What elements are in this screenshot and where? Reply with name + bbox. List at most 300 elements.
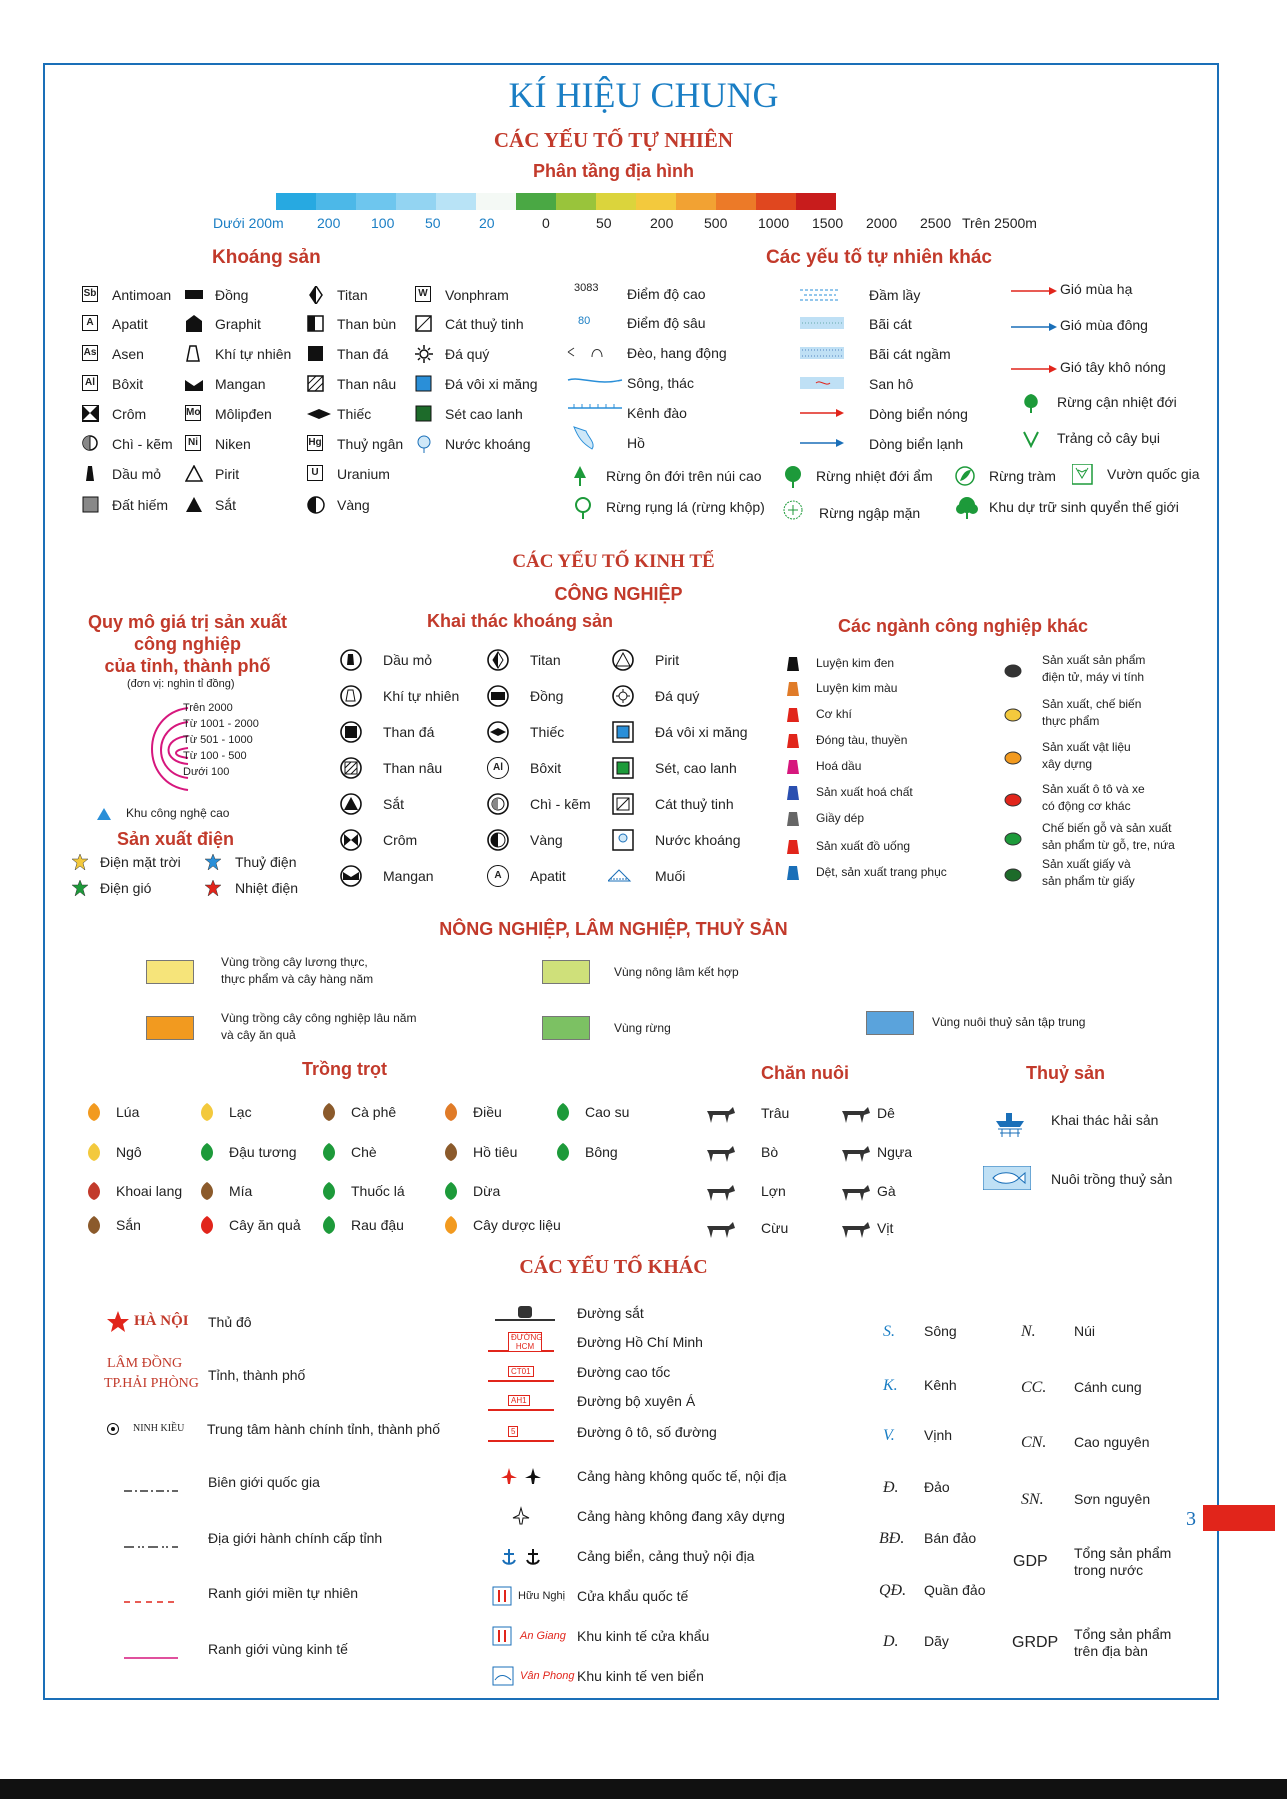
mining-icon bbox=[340, 649, 362, 676]
crops-heading: Trồng trọt bbox=[302, 1059, 387, 1079]
mining-label: Đồng bbox=[530, 688, 564, 704]
mineral-label: Môlipđen bbox=[215, 406, 272, 422]
crop-label: Điều bbox=[473, 1104, 502, 1120]
natural-label: Sông, thác bbox=[627, 375, 694, 391]
crop-icon bbox=[197, 1181, 217, 1206]
mining-label: Than nâu bbox=[383, 760, 443, 776]
canal-icon bbox=[566, 402, 626, 421]
natural-label: Dòng biển lạnh bbox=[869, 436, 964, 452]
mineral-icon bbox=[307, 496, 331, 519]
industry-icon bbox=[1003, 792, 1023, 813]
industry-label: Sản xuất đồ uống bbox=[816, 839, 911, 853]
natural-label: Điểm độ sâu bbox=[627, 315, 706, 331]
other-heading: CÁC YẾU TỐ KHÁC bbox=[519, 1256, 708, 1278]
mineral-label: Đồng bbox=[215, 287, 249, 303]
crop-icon bbox=[84, 1142, 104, 1167]
industry-heading: CÔNG NGHIỆP bbox=[554, 584, 683, 604]
power-icon bbox=[72, 880, 88, 901]
fishery-heading: Thuỷ sản bbox=[1026, 1063, 1106, 1083]
relief-band bbox=[516, 193, 556, 210]
mineral-icon bbox=[415, 375, 439, 398]
industry-label: sản phẩm từ giấy bbox=[1042, 874, 1135, 888]
border-label: Biên giới quốc gia bbox=[208, 1474, 320, 1490]
mineral-label: Khí tự nhiên bbox=[215, 346, 292, 362]
port-example-label: An Giang bbox=[520, 1630, 566, 1642]
fishery-label: Khai thác hải sản bbox=[1051, 1112, 1159, 1128]
industry-label: Sản xuất sản phẩm bbox=[1042, 653, 1146, 667]
scale-label: Dưới 100 bbox=[183, 766, 230, 778]
scale-unit: (đơn vị: nghìn tỉ đồng) bbox=[127, 678, 235, 690]
mineral-label: Antimoan bbox=[112, 287, 172, 303]
zone-swatch bbox=[866, 1011, 914, 1035]
crop-label: Rau đậu bbox=[351, 1217, 404, 1233]
mineral-icon bbox=[82, 405, 106, 428]
mining-label: Nước khoáng bbox=[655, 832, 741, 848]
power-label: Điện gió bbox=[100, 880, 152, 896]
page-tab bbox=[1203, 1505, 1275, 1531]
crop-label: Cao su bbox=[585, 1104, 630, 1120]
power-label: Thuỷ điện bbox=[235, 854, 297, 870]
crop-icon bbox=[84, 1102, 104, 1127]
scan-edge bbox=[0, 1779, 1287, 1799]
zone-label: Vùng trồng cây công nghiệp lâu năm bbox=[221, 1011, 417, 1025]
mineral-label: Dầu mỏ bbox=[112, 466, 162, 482]
abbreviation-label: Cao nguyên bbox=[1074, 1434, 1150, 1450]
mining-label: Đá quý bbox=[655, 688, 700, 704]
mining-icon bbox=[487, 685, 509, 712]
livestock-icon bbox=[703, 1142, 737, 1169]
mining-label: Bôxit bbox=[530, 760, 562, 776]
mining-label: Mangan bbox=[383, 868, 434, 884]
forest-icon bbox=[783, 500, 807, 529]
port-label: Khu kinh tế ven biển bbox=[577, 1668, 704, 1684]
natural-feature-icon bbox=[800, 345, 846, 366]
abbreviation-label: Núi bbox=[1074, 1323, 1096, 1339]
abbreviation-code: N. bbox=[1021, 1323, 1036, 1340]
crop-label: Thuốc lá bbox=[351, 1183, 405, 1199]
mineral-label: Vàng bbox=[337, 497, 370, 513]
crop-label: Ngô bbox=[116, 1144, 142, 1160]
industry-label: xây dựng bbox=[1042, 757, 1093, 771]
wind-arrow-icon bbox=[1011, 362, 1059, 380]
relief-band bbox=[716, 193, 756, 210]
zone-swatch bbox=[542, 1016, 590, 1040]
crop-label: Cà phê bbox=[351, 1104, 397, 1120]
river-icon bbox=[566, 372, 626, 395]
abbreviation-label: Bán đảo bbox=[924, 1530, 977, 1546]
forest-label: Rừng ngập mặn bbox=[819, 505, 921, 521]
crop-icon bbox=[553, 1102, 573, 1127]
natural-feature-icon bbox=[800, 315, 846, 336]
mineral-icon bbox=[307, 405, 331, 428]
spot-height-value: 3083 bbox=[574, 282, 599, 294]
mining-icon bbox=[608, 865, 638, 892]
power-label: Nhiệt điện bbox=[235, 880, 299, 896]
abbreviation-label: Tổng sản phẩm bbox=[1074, 1545, 1172, 1561]
forest-icon bbox=[1072, 464, 1096, 493]
industry-icon bbox=[1003, 707, 1023, 728]
mineral-icon bbox=[185, 465, 209, 488]
route-code-badge: CT01 bbox=[508, 1366, 534, 1377]
crop-icon bbox=[319, 1142, 339, 1167]
natural-label: Bãi cát ngầm bbox=[869, 346, 951, 362]
fishery-label: Nuôi trồng thuỷ sản bbox=[1051, 1171, 1173, 1187]
relief-label: 50 bbox=[596, 215, 612, 231]
forest-icon bbox=[955, 466, 979, 495]
crop-label: Cây dược liệu bbox=[473, 1217, 561, 1233]
relief-band bbox=[276, 193, 316, 210]
scale-heading-line: của tỉnh, thành phố bbox=[104, 656, 271, 676]
zone-label: Vùng nông lâm kết hợp bbox=[614, 965, 739, 979]
forest-label: Rừng ôn đới trên núi cao bbox=[606, 468, 762, 484]
mineral-label: Crôm bbox=[112, 406, 147, 422]
mineral-label: Sắt bbox=[215, 497, 237, 513]
mineral-label: Apatit bbox=[112, 316, 148, 332]
forest-label: Rừng rụng lá (rừng khộp) bbox=[606, 499, 765, 515]
forest-icon bbox=[573, 497, 597, 526]
crop-label: Khoai lang bbox=[116, 1183, 183, 1199]
page-title: KÍ HIỆU CHUNG bbox=[508, 75, 779, 115]
industry-label: có động cơ khác bbox=[1042, 799, 1131, 813]
abbreviation-label: Sông bbox=[924, 1323, 957, 1339]
district-center-icon bbox=[107, 1423, 119, 1435]
mineral-label: Đá vôi xi măng bbox=[445, 376, 538, 392]
crop-label: Cây ăn quả bbox=[229, 1217, 301, 1233]
livestock-icon bbox=[838, 1103, 872, 1130]
mineral-icon bbox=[307, 286, 331, 309]
natural-feature-icon bbox=[800, 405, 846, 426]
industry-icon bbox=[785, 838, 801, 861]
industry-label: Hoá dầu bbox=[816, 759, 862, 773]
livestock-icon bbox=[703, 1103, 737, 1130]
port-label: Cảng hàng không đang xây dựng bbox=[577, 1508, 785, 1524]
border-line-icon bbox=[124, 1481, 178, 1499]
abbreviation-label: Tổng sản phẩm bbox=[1074, 1626, 1172, 1642]
mineral-label: Thiếc bbox=[337, 406, 372, 422]
mineral-icon bbox=[415, 435, 439, 458]
relief-band bbox=[756, 193, 796, 210]
other-industry-heading: Các ngành công nghiệp khác bbox=[838, 616, 1089, 636]
natural-label: Đèo, hang động bbox=[627, 345, 727, 361]
industry-label: Sản xuất giấy và bbox=[1042, 857, 1131, 871]
mineral-icon bbox=[415, 345, 439, 368]
mineral-icon bbox=[307, 345, 331, 368]
mineral-icon bbox=[307, 375, 331, 398]
route-label: Đường sắt bbox=[577, 1305, 644, 1321]
natural-label: Hồ bbox=[627, 435, 645, 451]
zone-label: Vùng nuôi thuỷ sản tập trung bbox=[932, 1015, 1086, 1029]
livestock-icon bbox=[703, 1181, 737, 1208]
industry-label: sản phẩm từ gỗ, tre, nứa bbox=[1042, 838, 1175, 852]
relief-label: 100 bbox=[371, 215, 395, 231]
fishing-boat-icon bbox=[990, 1107, 1030, 1137]
industry-label: thực phẩm bbox=[1042, 714, 1100, 728]
crop-icon bbox=[197, 1102, 217, 1127]
industry-icon bbox=[785, 732, 801, 755]
economic-heading: CÁC YẾU TỐ KINH TẾ bbox=[512, 551, 715, 572]
power-icon bbox=[72, 854, 88, 875]
mining-icon bbox=[340, 829, 362, 856]
abbreviation-label: Đảo bbox=[924, 1479, 950, 1495]
crop-icon bbox=[441, 1181, 461, 1206]
crop-icon bbox=[319, 1181, 339, 1206]
natural-label: Kênh đào bbox=[627, 405, 687, 421]
mining-icon bbox=[340, 865, 362, 892]
capital-label: Thủ đô bbox=[208, 1314, 252, 1330]
relief-label: Trên 2500m bbox=[962, 215, 1037, 231]
province-name: TP.HẢI PHÒNG bbox=[104, 1376, 199, 1391]
mineral-code-icon: As bbox=[82, 345, 98, 361]
industry-label: Cơ khí bbox=[816, 707, 852, 721]
industry-label: điện tử, máy vi tính bbox=[1042, 670, 1145, 684]
route-label: Đường ô tô, số đường bbox=[577, 1424, 717, 1440]
district-label: Trung tâm hành chính tỉnh, thành phố bbox=[207, 1421, 440, 1437]
scale-heading bbox=[80, 611, 295, 677]
industry-icon bbox=[785, 655, 801, 678]
route-label: Đường Hồ Chí Minh bbox=[577, 1334, 703, 1350]
industry-icon bbox=[1003, 663, 1023, 684]
port-label: Khu kinh tế cửa khẩu bbox=[577, 1628, 710, 1644]
abbreviation-code: V. bbox=[883, 1427, 895, 1444]
mining-label: Sét, cao lanh bbox=[655, 760, 737, 776]
relief-label: 1000 bbox=[758, 215, 790, 231]
page-number: 3 bbox=[1186, 1508, 1196, 1530]
relief-band bbox=[356, 193, 396, 210]
industry-icon bbox=[1003, 831, 1023, 852]
industry-label: Luyện kim đen bbox=[816, 656, 895, 670]
mineral-label: Than bùn bbox=[337, 316, 397, 332]
natural-feature-icon bbox=[800, 286, 846, 307]
relief-band bbox=[316, 193, 356, 210]
livestock-label: Gà bbox=[877, 1183, 896, 1199]
route-code-badge: AH1 bbox=[508, 1395, 530, 1406]
mineral-icon bbox=[185, 315, 209, 338]
crop-icon bbox=[319, 1215, 339, 1240]
zone-label: Vùng rừng bbox=[614, 1021, 671, 1035]
livestock-label: Ngựa bbox=[877, 1144, 913, 1160]
mining-code-icon: Al bbox=[487, 757, 509, 779]
relief-band bbox=[676, 193, 716, 210]
route-label: Đường bộ xuyên Á bbox=[577, 1393, 696, 1409]
mining-label: Đá vôi xi măng bbox=[655, 724, 748, 740]
mining-icon bbox=[340, 721, 362, 748]
industry-icon bbox=[1003, 867, 1023, 888]
abbreviation-label: trong nước bbox=[1074, 1562, 1144, 1578]
border-label: Địa giới hành chính cấp tỉnh bbox=[208, 1530, 383, 1546]
zone-swatch bbox=[146, 1016, 194, 1040]
mineral-code-icon: Mo bbox=[185, 405, 201, 421]
route-label: Đường cao tốc bbox=[577, 1364, 671, 1380]
abbreviation-label: Vịnh bbox=[924, 1427, 953, 1443]
industry-icon bbox=[785, 706, 801, 729]
forest-label: Vườn quốc gia bbox=[1107, 466, 1200, 482]
relief-label: 200 bbox=[650, 215, 674, 231]
port-icon bbox=[499, 1466, 545, 1493]
crop-label: Hồ tiêu bbox=[473, 1144, 518, 1160]
relief-label: 1500 bbox=[812, 215, 844, 231]
industry-label: Sản xuất vật liệu bbox=[1042, 740, 1131, 754]
port-label: Cảng biển, cảng thuỷ nội địa bbox=[577, 1548, 755, 1564]
mineral-label: Uranium bbox=[337, 466, 390, 482]
mining-icon bbox=[612, 757, 634, 784]
mineral-icon bbox=[82, 435, 106, 458]
border-line-icon bbox=[124, 1592, 178, 1610]
relief-band bbox=[556, 193, 596, 210]
spot-depth-value: 80 bbox=[578, 315, 591, 327]
mineral-code-icon: A bbox=[82, 315, 98, 331]
crop-label: Sắn bbox=[116, 1217, 141, 1233]
wind-arrow-icon bbox=[1011, 320, 1059, 338]
mineral-label: Vonphram bbox=[445, 287, 509, 303]
border-label: Ranh giới miền tự nhiên bbox=[208, 1585, 359, 1601]
mining-icon bbox=[612, 721, 634, 748]
livestock-label: Bò bbox=[761, 1144, 779, 1160]
mineral-label: Thuỷ ngân bbox=[337, 436, 404, 452]
relief-label: 0 bbox=[542, 215, 550, 231]
zone-label: thực phẩm và cây hàng năm bbox=[221, 972, 374, 986]
industry-icon bbox=[785, 864, 801, 887]
mining-label: Pirit bbox=[655, 652, 680, 668]
relief-label: 500 bbox=[704, 215, 728, 231]
industry-label: Sản xuất, chế biến bbox=[1042, 697, 1142, 711]
scale-heading-line: công nghiệp bbox=[134, 634, 241, 654]
mineral-label: Cát thuỷ tinh bbox=[445, 316, 524, 332]
industry-label: Đóng tàu, thuyền bbox=[816, 733, 908, 747]
zone-swatch bbox=[542, 960, 590, 984]
lake-icon bbox=[570, 425, 600, 458]
mineral-label: Than nâu bbox=[337, 376, 397, 392]
forest-icon bbox=[783, 466, 807, 495]
industry-icon bbox=[785, 680, 801, 703]
crop-icon bbox=[441, 1102, 461, 1127]
crop-label: Bông bbox=[585, 1144, 618, 1160]
mineral-icon bbox=[82, 496, 106, 519]
railway-icon bbox=[495, 1304, 555, 1329]
relief-heading: Phân tầng địa hình bbox=[533, 161, 694, 181]
mineral-code-icon: Al bbox=[82, 375, 98, 391]
mineral-icon bbox=[415, 315, 439, 338]
port-icon bbox=[499, 1506, 545, 1533]
minerals-heading: Khoáng sản bbox=[212, 247, 321, 268]
livestock-label: Trâu bbox=[761, 1105, 790, 1121]
natural-label: San hô bbox=[869, 376, 914, 392]
mineral-code-icon: Sb bbox=[82, 286, 98, 302]
border-line-icon bbox=[124, 1537, 178, 1555]
crop-label: Dừa bbox=[473, 1183, 501, 1199]
natural-label: Gió tây khô nóng bbox=[1060, 359, 1166, 375]
mineral-icon bbox=[185, 375, 209, 398]
capital-star-icon bbox=[107, 1311, 129, 1333]
relief-band bbox=[636, 193, 676, 210]
livestock-icon bbox=[838, 1181, 872, 1208]
mineral-label: Titan bbox=[337, 287, 368, 303]
mining-icon bbox=[612, 649, 634, 676]
natural-label: Rừng cận nhiệt đới bbox=[1057, 394, 1177, 410]
relief-label: Dưới 200m bbox=[213, 215, 284, 231]
livestock-label: Cừu bbox=[761, 1220, 789, 1236]
hightech-triangle-icon bbox=[97, 808, 111, 820]
abbreviation-code: Đ. bbox=[883, 1479, 899, 1496]
crop-label: Lạc bbox=[229, 1104, 252, 1120]
other-natural-heading: Các yếu tố tự nhiên khác bbox=[766, 247, 992, 268]
road-line-icon bbox=[488, 1431, 554, 1449]
mineral-icon bbox=[185, 496, 209, 519]
crop-icon bbox=[197, 1215, 217, 1240]
port-icon bbox=[499, 1546, 545, 1573]
mineral-label: Pirit bbox=[215, 466, 240, 482]
grassland-icon bbox=[1022, 430, 1040, 453]
route-code-badge: 5 bbox=[508, 1426, 518, 1437]
mining-label: Dầu mỏ bbox=[383, 652, 433, 668]
industry-icon bbox=[785, 784, 801, 807]
forest-icon bbox=[955, 497, 979, 526]
route-code-badge: ĐƯỜNG HCM bbox=[508, 1332, 542, 1352]
abbreviation-code: CC. bbox=[1021, 1379, 1047, 1396]
province-label: Tỉnh, thành phố bbox=[208, 1367, 306, 1383]
industry-label: Chế biến gỗ và sản xuất bbox=[1042, 821, 1172, 835]
abbreviation-label: Cánh cung bbox=[1074, 1379, 1142, 1395]
mining-icon bbox=[340, 793, 362, 820]
mineral-icon bbox=[185, 286, 209, 309]
agri-heading: NÔNG NGHIỆP, LÂM NGHIỆP, THUỶ SẢN bbox=[439, 919, 788, 939]
livestock-label: Dê bbox=[877, 1105, 895, 1121]
zone-label: Vùng trồng cây lương thực, bbox=[221, 955, 368, 969]
abbreviation-label: Sơn nguyên bbox=[1074, 1491, 1151, 1507]
capital-name: HÀ NỘI bbox=[134, 1313, 189, 1329]
crop-label: Chè bbox=[351, 1144, 377, 1160]
natural-label: Đầm lầy bbox=[869, 287, 921, 303]
mineral-code-icon: U bbox=[307, 465, 323, 481]
aquaculture-fish-icon bbox=[983, 1166, 1031, 1190]
relief-label: 2000 bbox=[866, 215, 898, 231]
forest-label: Rừng nhiệt đới ẩm bbox=[816, 468, 933, 484]
mining-label: Cát thuỷ tinh bbox=[655, 796, 734, 812]
industry-icon bbox=[1003, 750, 1023, 771]
power-label: Điện mặt trời bbox=[100, 854, 181, 870]
crop-icon bbox=[197, 1142, 217, 1167]
mineral-icon bbox=[82, 465, 106, 488]
abbreviation-label: Dãy bbox=[924, 1633, 949, 1649]
livestock-icon bbox=[838, 1218, 872, 1245]
livestock-heading: Chăn nuôi bbox=[761, 1063, 849, 1083]
natural-label: Dòng biển nóng bbox=[869, 406, 968, 422]
abbreviation-label: Quần đảo bbox=[924, 1582, 986, 1598]
relief-band bbox=[796, 193, 836, 210]
natural-label: Gió mùa đông bbox=[1060, 317, 1148, 333]
mining-icon bbox=[340, 685, 362, 712]
port-label: Cửa khẩu quốc tế bbox=[577, 1588, 689, 1604]
crop-icon bbox=[441, 1215, 461, 1240]
mineral-icon bbox=[185, 345, 209, 368]
natural-feature-icon bbox=[800, 435, 846, 456]
mining-icon bbox=[487, 793, 509, 820]
district-name: NINH KIỀU bbox=[133, 1423, 185, 1434]
mineral-code-icon: Ni bbox=[185, 435, 201, 451]
abbreviation-code: S. bbox=[883, 1323, 895, 1340]
hightech-label: Khu công nghệ cao bbox=[126, 806, 230, 820]
industry-icon bbox=[785, 810, 801, 833]
mineral-code-icon: Hg bbox=[307, 435, 323, 451]
mining-icon bbox=[612, 829, 634, 856]
port-example-label: Vân Phong bbox=[520, 1670, 575, 1682]
industry-label: Dệt, sản xuất trang phục bbox=[816, 865, 947, 879]
relief-label: 2500 bbox=[920, 215, 952, 231]
border-line-icon bbox=[124, 1648, 178, 1666]
natural-label: Bãi cát bbox=[869, 316, 912, 332]
pass-cave-icon bbox=[566, 345, 606, 364]
wind-arrow-icon bbox=[1011, 284, 1059, 302]
mining-icon bbox=[487, 829, 509, 856]
